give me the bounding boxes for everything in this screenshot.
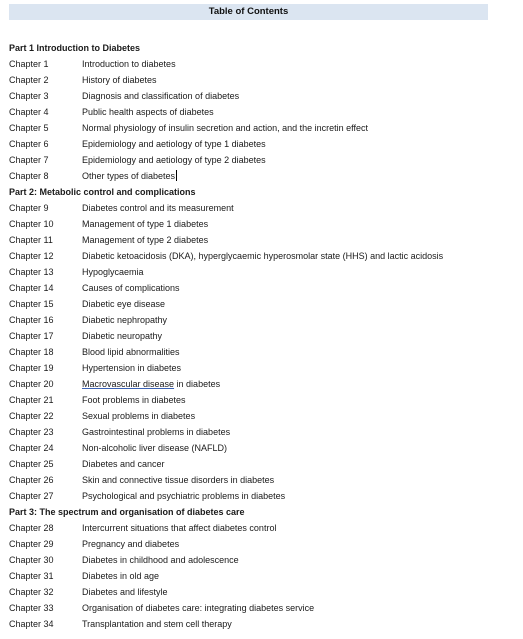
chapter-row-26[interactable] <box>9 472 519 488</box>
chapter-row-32[interactable] <box>9 584 519 600</box>
chapter-number: Chapter 3 <box>9 91 49 101</box>
chapter-number: Chapter 1 <box>9 59 49 69</box>
chapter-number: Chapter 33 <box>9 603 54 613</box>
chapter-title: Diabetic eye disease <box>82 299 166 309</box>
chapter-number: Chapter 28 <box>9 523 54 533</box>
chapter-row-19[interactable] <box>9 360 519 376</box>
chapter-row-16[interactable] <box>9 312 519 328</box>
chapter-row-7[interactable] <box>9 152 519 168</box>
chapter-number: Chapter 27 <box>9 491 54 501</box>
chapter-title: Gastrointestinal problems in diabetes <box>82 427 231 437</box>
chapter-number: Chapter 10 <box>9 219 54 229</box>
chapter-row-4[interactable] <box>9 104 519 120</box>
chapter-row-14[interactable] <box>9 280 519 296</box>
chapter-title: Diabetic neuropathy <box>82 331 163 341</box>
chapter-row-29[interactable] <box>9 536 519 552</box>
chapter-row-18[interactable] <box>9 344 519 360</box>
part-heading-2: Part 2: Metabolic control and complications <box>9 187 196 197</box>
chapter-title: Epidemiology and aetiology of type 1 diabetes <box>82 139 266 149</box>
chapter-number: Chapter 31 <box>9 571 54 581</box>
chapter-number: Chapter 8 <box>9 171 49 181</box>
chapter-title: Non-alcoholic liver disease (NAFLD) <box>82 443 228 453</box>
chapter-title: Diabetes in childhood and adolescence <box>82 555 239 565</box>
chapter-title: Pregnancy and diabetes <box>82 539 180 549</box>
chapter-number: Chapter 34 <box>9 619 54 629</box>
chapter-number: Chapter 18 <box>9 347 54 357</box>
chapter-number: Chapter 16 <box>9 315 54 325</box>
chapter-title: Introduction to diabetes <box>82 59 176 69</box>
chapter-title: Management of type 2 diabetes <box>82 235 209 245</box>
chapter-row-33[interactable] <box>9 600 519 616</box>
table-of-contents <box>9 40 519 632</box>
chapter-row-34[interactable] <box>9 616 519 632</box>
chapter-row-30[interactable] <box>9 552 519 568</box>
chapter-row-11[interactable] <box>9 232 519 248</box>
chapter-title: Diabetes and cancer <box>82 459 165 469</box>
chapter-row-13[interactable] <box>9 264 519 280</box>
chapter-title: Diabetes control and its measurement <box>82 203 234 213</box>
chapter-number: Chapter 7 <box>9 155 49 165</box>
chapter-row-23[interactable] <box>9 424 519 440</box>
chapter-title: Diabetic ketoacidosis (DKA), hyperglycaemic hyperosmolar state (HHS) and lactic acidosis <box>82 251 444 261</box>
chapter-title-text: Other types of diabetes <box>82 171 176 181</box>
chapter-title: Intercurrent situations that affect diabetes control <box>82 523 277 533</box>
chapter-title: Diabetes in old age <box>82 571 160 581</box>
chapter-title: Epidemiology and aetiology of type 2 diabetes <box>82 155 266 165</box>
part-heading-1: Part 1 Introduction to Diabetes <box>9 43 141 53</box>
chapter-row-22[interactable] <box>9 408 519 424</box>
chapter-number: Chapter 5 <box>9 123 49 133</box>
chapter-title <box>82 168 177 184</box>
page-title: Table of Contents <box>208 6 289 17</box>
chapter-number: Chapter 24 <box>9 443 54 453</box>
chapter-number: Chapter 11 <box>9 235 53 245</box>
chapter-number: Chapter 4 <box>9 107 49 117</box>
chapter-title: Psychological and psychiatric problems in diabetes <box>82 491 286 501</box>
chapter-number: Chapter 32 <box>9 587 54 597</box>
chapter-title: Organisation of diabetes care: integrating diabetes service <box>82 603 315 613</box>
chapter-row-12[interactable] <box>9 248 519 264</box>
chapter-title: Diabetic nephropathy <box>82 315 168 325</box>
chapter-title: Sexual problems in diabetes <box>82 411 196 421</box>
chapter-title <box>82 376 220 392</box>
chapter-row-5[interactable] <box>9 120 519 136</box>
chapter-number: Chapter 22 <box>9 411 54 421</box>
chapter-number: Chapter 14 <box>9 283 54 293</box>
chapter-number: Chapter 13 <box>9 267 54 277</box>
chapter-number: Chapter 6 <box>9 139 49 149</box>
chapter-row-31[interactable] <box>9 568 519 584</box>
chapter-title: Blood lipid abnormalities <box>82 347 180 357</box>
chapter-row-15[interactable] <box>9 296 519 312</box>
chapter-row-24[interactable] <box>9 440 519 456</box>
chapter-row-20[interactable] <box>9 376 519 392</box>
chapter-row-28[interactable] <box>9 520 519 536</box>
chapter-title: Hypoglycaemia <box>82 267 144 277</box>
chapter-row-1[interactable] <box>9 56 519 72</box>
chapter-title: Transplantation and stem cell therapy <box>82 619 232 629</box>
chapter-title: Causes of complications <box>82 283 180 293</box>
chapter-number: Chapter 20 <box>9 379 54 389</box>
chapter-number: Chapter 25 <box>9 459 54 469</box>
chapter-number: Chapter 30 <box>9 555 54 565</box>
chapter-row-27[interactable] <box>9 488 519 504</box>
chapter-row-17[interactable] <box>9 328 519 344</box>
chapter-title: History of diabetes <box>82 75 157 85</box>
chapter-number: Chapter 19 <box>9 363 54 373</box>
part-heading-3: Part 3: The spectrum and organisation of diabetes care <box>9 507 245 517</box>
chapter-title: Diabetes and lifestyle <box>82 587 168 597</box>
chapter-title: Skin and connective tissue disorders in diabetes <box>82 475 275 485</box>
chapter-row-10[interactable] <box>9 216 519 232</box>
chapter-row-6[interactable] <box>9 136 519 152</box>
chapter-title: Hypertension in diabetes <box>82 363 182 373</box>
chapter-number: Chapter 15 <box>9 299 54 309</box>
chapter-number: Chapter 17 <box>9 331 54 341</box>
chapter-number: Chapter 12 <box>9 251 54 261</box>
spellcheck-flagged-text[interactable]: Macrovascular disease <box>82 379 175 389</box>
chapter-row-9[interactable] <box>9 200 519 216</box>
chapter-number: Chapter 9 <box>9 203 49 213</box>
chapter-number: Chapter 26 <box>9 475 54 485</box>
chapter-number: Chapter 21 <box>9 395 54 405</box>
chapter-title: Public health aspects of diabetes <box>82 107 214 117</box>
chapter-title-rest: in diabetes <box>174 379 221 389</box>
chapter-title: Diagnosis and classification of diabetes <box>82 91 240 101</box>
chapter-title: Normal physiology of insulin secretion and action, and the incretin effect <box>82 123 368 133</box>
chapter-number: Chapter 29 <box>9 539 54 549</box>
text-cursor <box>176 170 177 181</box>
chapter-row-21[interactable] <box>9 392 519 408</box>
chapter-number: Chapter 23 <box>9 427 54 437</box>
chapter-row-8[interactable] <box>9 168 519 184</box>
chapter-title: Management of type 1 diabetes <box>82 219 209 229</box>
chapter-number: Chapter 2 <box>9 75 49 85</box>
chapter-title: Foot problems in diabetes <box>82 395 186 405</box>
chapter-row-25[interactable] <box>9 456 519 472</box>
chapter-row-2[interactable] <box>9 72 519 88</box>
chapter-row-3[interactable] <box>9 88 519 104</box>
